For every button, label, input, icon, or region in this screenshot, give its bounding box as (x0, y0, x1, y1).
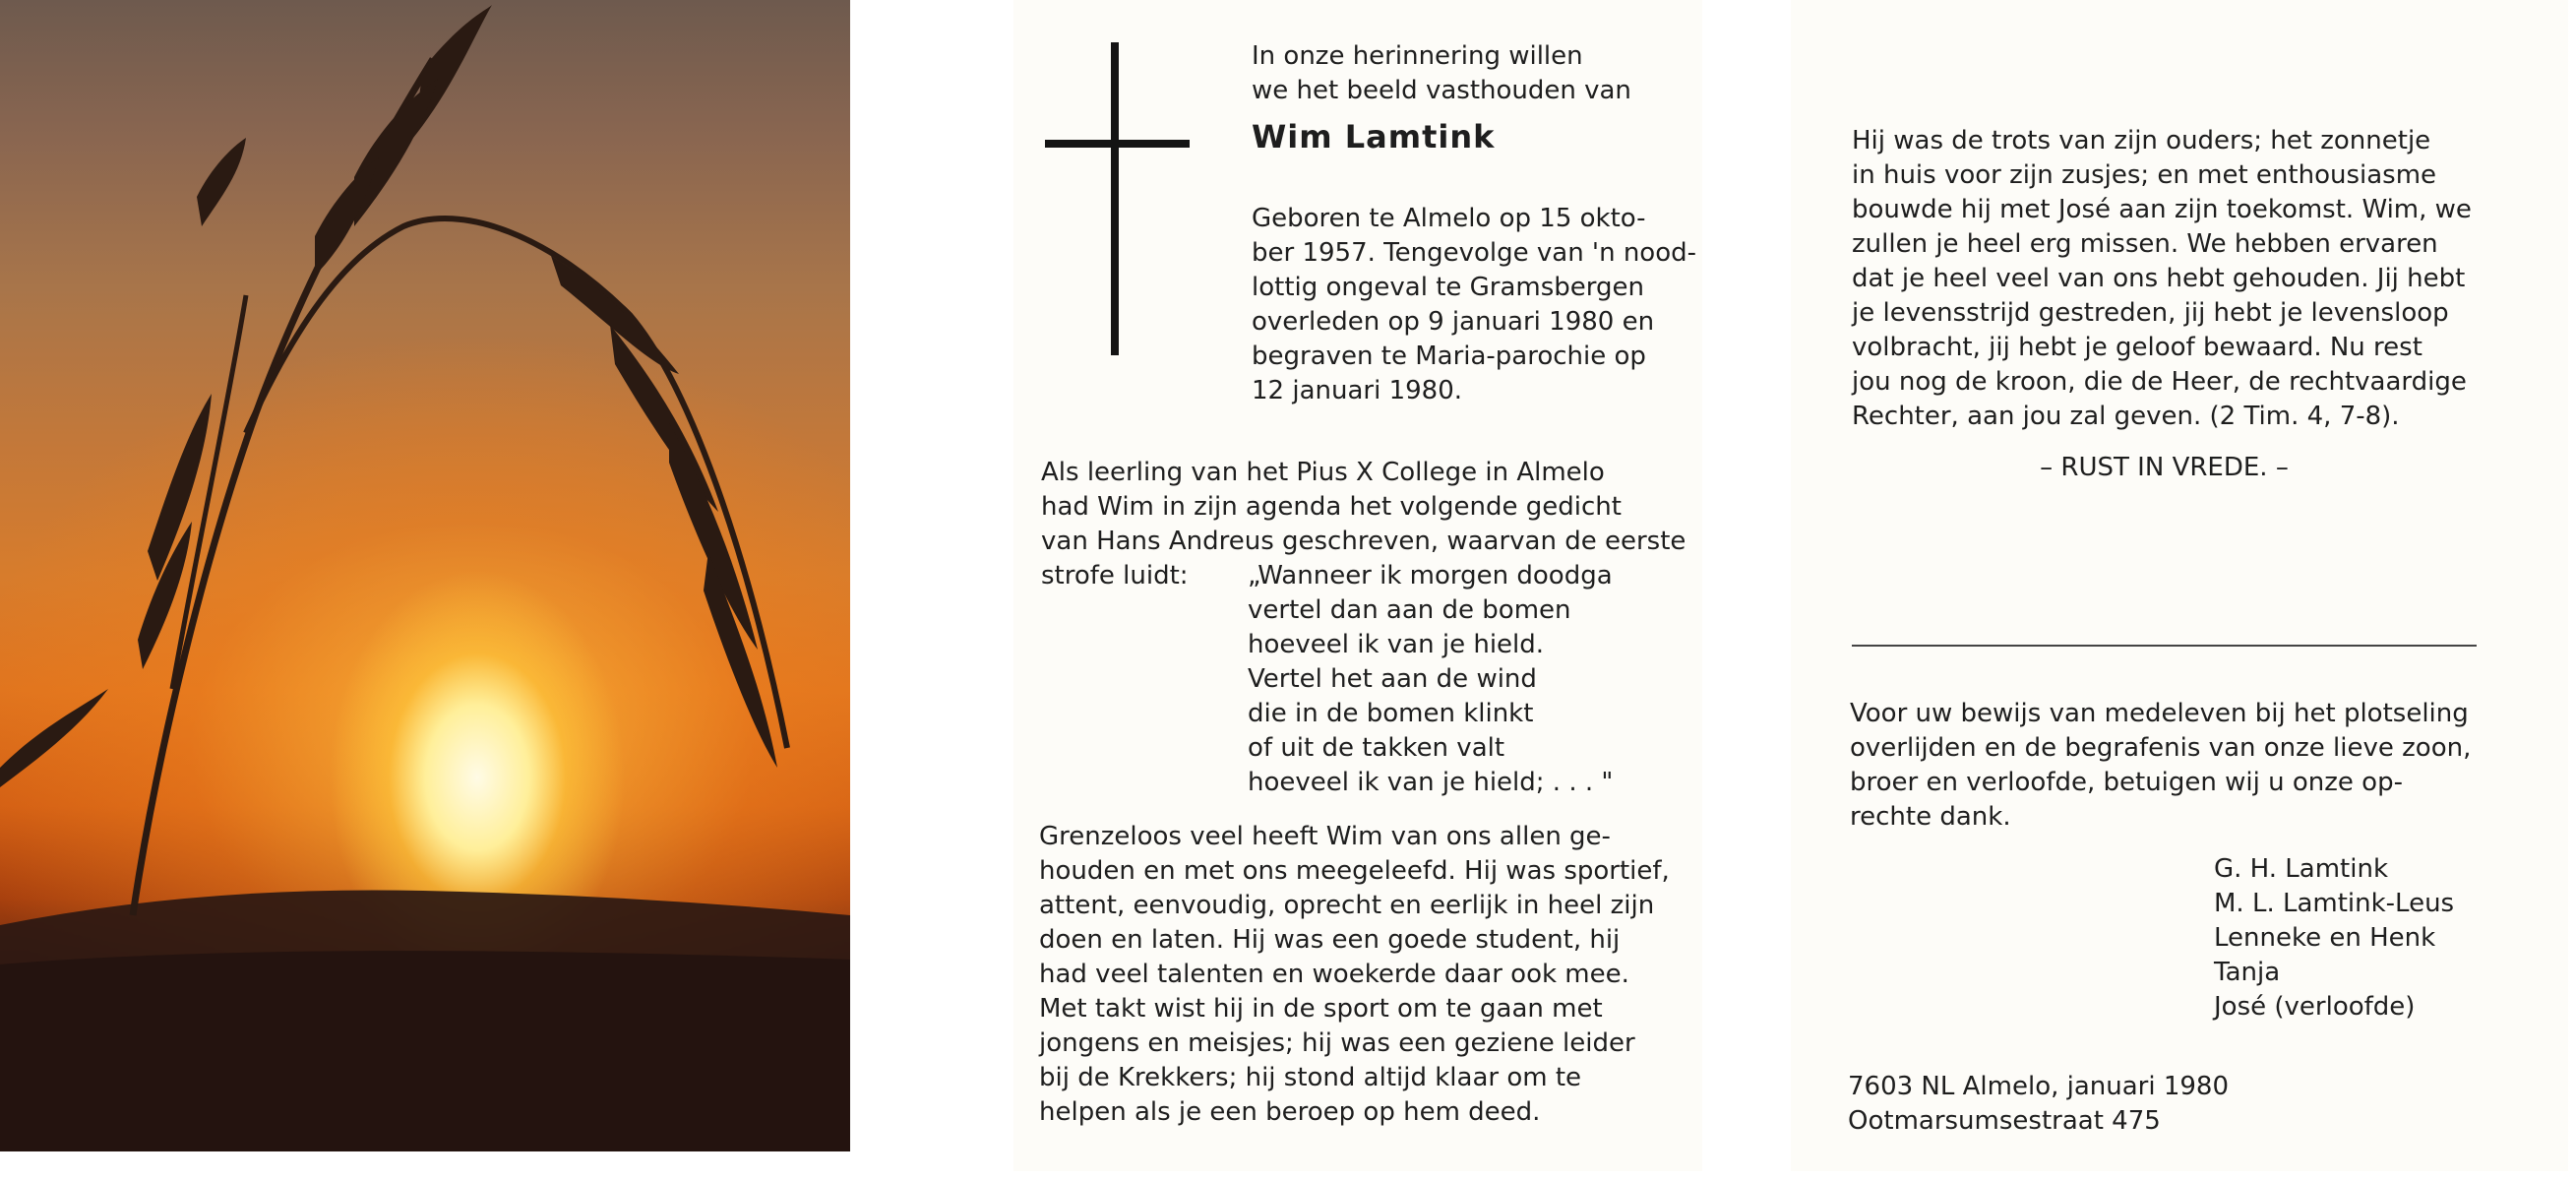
school-line: had Wim in zijn agenda het volgende gedicht (1041, 492, 1622, 522)
birth-death-text (1252, 202, 1697, 408)
pride-line: je levensstrijd gestreden, jij hebt je levensloop (1852, 298, 2449, 328)
sunset-wheat-photo (0, 0, 850, 1151)
tribute-line: helpen als je een beroep op hem deed. (1039, 1097, 1541, 1127)
pride-line: volbracht, jij hebt je geloof bewaard. Nu rest (1852, 333, 2423, 362)
pride-line: in huis voor zijn zusjes; en met enthousiasme (1852, 160, 2437, 190)
poem-line: die in de bomen klinkt (1248, 699, 1534, 728)
poem-line: Vertel het aan de wind (1248, 664, 1537, 694)
birth-death-line: lottig ongeval te Gramsbergen (1252, 273, 1645, 302)
school-line: van Hans Andreus geschreven, waarvan de eerste (1041, 527, 1687, 556)
pride-line: Rechter, aan jou zal geven. (2 Tim. 4, 7-8). (1852, 402, 2400, 431)
poem-line: hoeveel ik van je hield; . . . " (1248, 768, 1614, 797)
family-member: José (verloofde) (2214, 992, 2416, 1022)
thanks-line: rechte dank. (1850, 802, 2011, 832)
tribute-line: had veel talenten en woekerde daar ook mee. (1039, 960, 1629, 989)
divider-line (1852, 645, 2477, 647)
tribute-line: houden en met ons meegeleefd. Hij was sportief, (1039, 856, 1670, 886)
tribute-line: attent, eenvoudig, oprecht en eerlijk in heel zijn (1039, 891, 1655, 920)
poem (1248, 559, 1681, 800)
thanks-line: broer en verloofde, betuigen wij u onze op- (1850, 768, 2403, 797)
address-line: 7603 NL Almelo, januari 1980 (1848, 1072, 2230, 1101)
poem-line: vertel dan aan de bomen (1248, 595, 1571, 625)
pride-line: zullen je heel erg missen. We hebben ervaren (1852, 229, 2438, 259)
intro-line: we het beeld vasthouden van (1252, 76, 1631, 105)
wheat-silhouette-icon (0, 0, 850, 1151)
poem-line: „Wanneer ik morgen doodga (1248, 561, 1613, 590)
intro-text (1252, 39, 1631, 108)
tribute-line: bij de Krekkers; hij stond altijd klaar om te (1039, 1063, 1582, 1092)
thanks-line: overlijden en de begrafenis van onze lieve zoon, (1850, 733, 2472, 763)
poem-line: hoeveel ik van je hield. (1248, 630, 1545, 659)
tribute-line: doen en laten. Hij was een goede student, hij (1039, 925, 1621, 955)
family-member: M. L. Lamtink-Leus (2214, 889, 2455, 918)
birth-death-line: overleden op 9 januari 1980 en (1252, 307, 1655, 337)
pride-line: dat je heel veel van ons hebt gehouden. Jij hebt (1852, 264, 2466, 293)
family-member: Lenneke en Henk (2214, 923, 2436, 953)
family-member: Tanja (2214, 958, 2281, 987)
thanks-paragraph (1850, 697, 2480, 835)
deceased-name: Wim Lamtink (1252, 118, 1496, 155)
thanks-line: Voor uw bewijs van medeleven bij het plotseling (1850, 699, 2469, 728)
address-line: Ootmarsumsestraat 475 (1848, 1106, 2161, 1136)
cross-icon (1111, 42, 1119, 355)
rest-in-peace: – RUST IN VREDE. – (2040, 453, 2289, 482)
school-line: Als leerling van het Pius X College in Almelo (1041, 458, 1605, 487)
intro-line: In onze herinnering willen (1252, 41, 1583, 71)
pride-line: Hij was de trots van zijn ouders; het zonnetje (1852, 126, 2431, 155)
cross-icon-bar (1045, 140, 1190, 148)
pride-line: jou nog de kroon, die de Heer, de rechtvaardige (1852, 367, 2467, 397)
address-block (1848, 1070, 2340, 1139)
birth-death-line: ber 1957. Tengevolge van 'n nood- (1252, 238, 1697, 268)
family-signatures (2214, 852, 2529, 1025)
birth-death-line: begraven te Maria-parochie op (1252, 342, 1646, 371)
family-member: G. H. Lamtink (2214, 854, 2388, 884)
birth-death-line: 12 januari 1980. (1252, 376, 1463, 405)
tribute-line: jongens en meisjes; hij was een geziene leider (1039, 1028, 1635, 1058)
tribute-paragraph (1039, 820, 1679, 1130)
pride-line: bouwde hij met José aan zijn toekomst. Wim, we (1852, 195, 2472, 224)
school-lead: strofe luidt: (1041, 561, 1189, 590)
tribute-line: Met takt wist hij in de sport om te gaan met (1039, 994, 1603, 1024)
poem-line: of uit de takken valt (1248, 733, 1505, 763)
birth-death-line: Geboren te Almelo op 15 okto- (1252, 204, 1646, 233)
pride-paragraph (1852, 124, 2482, 434)
tribute-line: Grenzeloos veel heeft Wim van ons allen ge- (1039, 822, 1611, 851)
